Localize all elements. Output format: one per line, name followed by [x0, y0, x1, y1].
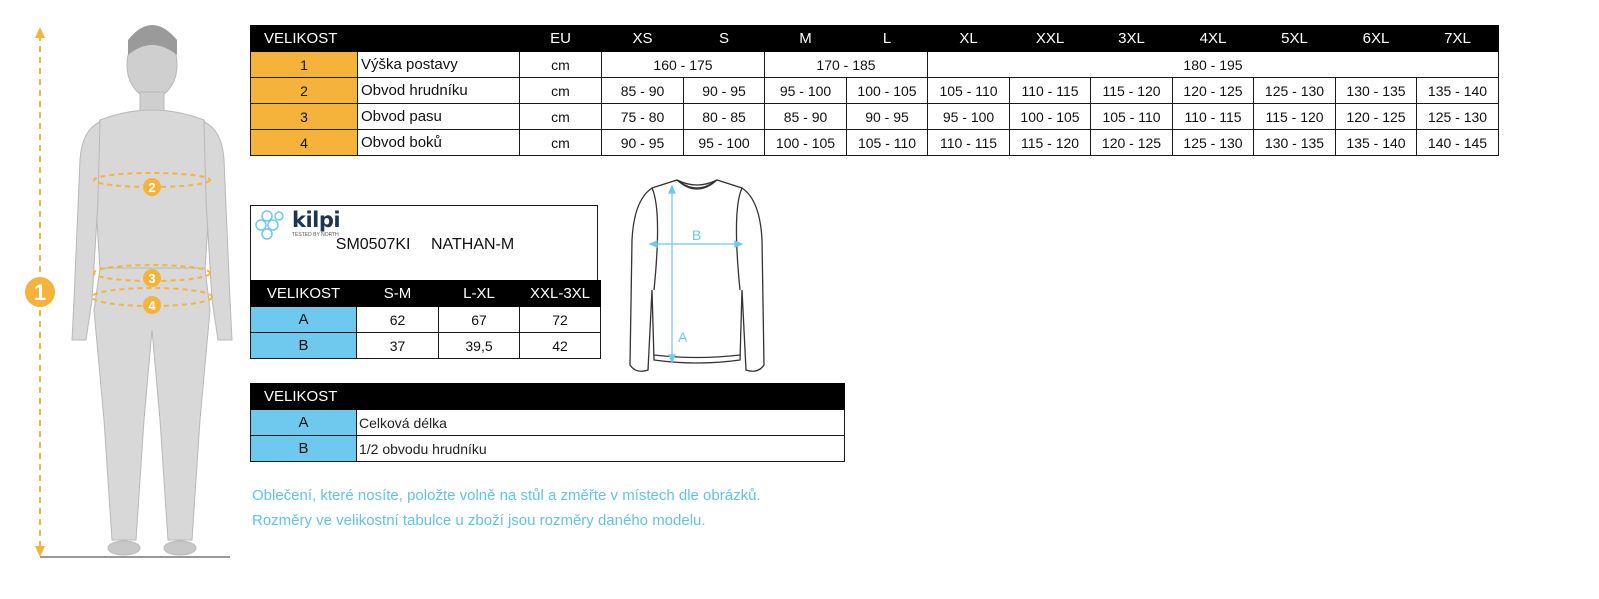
marker-1: 1	[33, 280, 47, 305]
size-header-4xl: 4XL	[1173, 26, 1254, 52]
size-row-number: 1	[251, 52, 358, 78]
size-cell: 120 - 125	[1091, 130, 1173, 156]
size-cell: 95 - 100	[765, 78, 847, 104]
size-cell: 85 - 90	[765, 104, 847, 130]
size-cell: 120 - 125	[1173, 78, 1254, 104]
product-code: SM0507KI	[335, 236, 411, 253]
spec-cell: 72	[520, 307, 601, 333]
size-row-unit: cm	[520, 78, 602, 104]
size-cell: 130 - 135	[1336, 78, 1417, 104]
size-cell: 100 - 105	[847, 78, 928, 104]
spec-header-lxl: L-XL	[439, 281, 520, 307]
size-row-label: Obvod pasu	[358, 104, 520, 130]
size-row-number: 3	[251, 104, 358, 130]
size-cell: 160 - 175	[602, 52, 765, 78]
size-row-unit: cm	[520, 130, 602, 156]
size-cell: 85 - 90	[602, 78, 684, 104]
spec-cell: 39,5	[439, 333, 520, 359]
size-cell: 120 - 125	[1336, 104, 1417, 130]
spec-row-label: A	[251, 307, 357, 333]
size-cell: 100 - 105	[765, 130, 847, 156]
legend-row-text: Celková délka	[357, 410, 845, 436]
product-box	[250, 205, 598, 281]
size-cell: 110 - 115	[928, 130, 1010, 156]
size-header-6xl: 6XL	[1336, 26, 1417, 52]
size-row-label: Obvod boků	[358, 130, 520, 156]
size-cell: 95 - 100	[928, 104, 1010, 130]
spec-header-sm: S-M	[357, 281, 439, 307]
size-cell: 100 - 105	[1010, 104, 1091, 130]
size-row-number: 2	[251, 78, 358, 104]
size-cell: 110 - 115	[1173, 104, 1254, 130]
size-cell: 105 - 110	[1091, 104, 1173, 130]
size-header-xs: XS	[602, 26, 684, 52]
size-cell: 125 - 130	[1173, 130, 1254, 156]
spec-header-velikost: VELIKOST	[251, 281, 357, 307]
size-note: Rozměry ve velikostní tabulce u zboží jsou rozměry daného modelu.	[252, 512, 706, 529]
size-table-header-label: VELIKOST	[251, 26, 520, 52]
size-row-label: Výška postavy	[358, 52, 520, 78]
size-cell: 90 - 95	[684, 78, 765, 104]
spec-header-xxl3xl: XXL-3XL	[520, 281, 601, 307]
size-row-unit: cm	[520, 104, 602, 130]
legend-row-label: B	[251, 436, 357, 462]
spec-row-b	[251, 333, 601, 359]
size-cell: 135 - 140	[1417, 78, 1499, 104]
size-cell: 115 - 120	[1091, 78, 1173, 104]
size-cell: 115 - 120	[1010, 130, 1091, 156]
size-cell: 90 - 95	[847, 104, 928, 130]
size-row	[251, 78, 1499, 104]
size-cell: 125 - 130	[1417, 104, 1499, 130]
size-cell: 130 - 135	[1254, 130, 1336, 156]
size-cell: 80 - 85	[684, 104, 765, 130]
measuring-note: Oblečení, které nosíte, položte volně na stůl a změřte v místech dle obrázků.	[252, 487, 761, 504]
size-row-number: 4	[251, 130, 358, 156]
size-header-l: L	[847, 26, 928, 52]
size-cell: 105 - 110	[928, 78, 1010, 104]
legend-header-spacer	[357, 384, 845, 410]
legend-row-label: A	[251, 410, 357, 436]
size-header-xxl: XXL	[1010, 26, 1091, 52]
spec-table	[250, 280, 601, 359]
spec-row-a	[251, 307, 601, 333]
size-header-3xl: 3XL	[1091, 26, 1173, 52]
size-row	[251, 52, 1499, 78]
marker-3: 3	[148, 271, 156, 286]
size-header-5xl: 5XL	[1254, 26, 1336, 52]
size-header-7xl: 7XL	[1417, 26, 1499, 52]
brand-name: kilpi	[292, 208, 341, 232]
spec-row-label: B	[251, 333, 357, 359]
shirt-label-a: A	[678, 329, 688, 345]
product-name: NATHAN-M	[430, 236, 515, 253]
size-header-xl: XL	[928, 26, 1010, 52]
brand-tagline: TESTED BY NORTH	[292, 232, 339, 238]
size-header-m: M	[765, 26, 847, 52]
mannequin-figure	[0, 0, 250, 599]
size-cell: 75 - 80	[602, 104, 684, 130]
size-cell: 90 - 95	[602, 130, 684, 156]
size-row	[251, 104, 1499, 130]
size-cell: 180 - 195	[928, 52, 1499, 78]
spec-cell: 42	[520, 333, 601, 359]
legend-row-text: 1/2 obvodu hrudníku	[357, 436, 845, 462]
legend-row-b	[251, 436, 845, 462]
spec-cell: 62	[357, 307, 439, 333]
size-cell: 95 - 100	[684, 130, 765, 156]
size-table-header-unit: EU	[520, 26, 602, 52]
size-row-label: Obvod hrudníku	[358, 78, 520, 104]
size-cell: 170 - 185	[765, 52, 928, 78]
size-row	[251, 130, 1499, 156]
size-cell: 115 - 120	[1254, 104, 1336, 130]
product-title	[251, 236, 599, 254]
marker-2: 2	[148, 180, 156, 195]
legend-row-a	[251, 410, 845, 436]
spec-cell: 37	[357, 333, 439, 359]
size-cell: 140 - 145	[1417, 130, 1499, 156]
size-table	[250, 25, 1499, 156]
size-cell: 110 - 115	[1010, 78, 1091, 104]
size-header-s: S	[684, 26, 765, 52]
shirt-illustration	[622, 170, 772, 380]
size-cell: 105 - 110	[847, 130, 928, 156]
legend-table	[250, 383, 845, 462]
size-cell: 135 - 140	[1336, 130, 1417, 156]
spec-cell: 67	[439, 307, 520, 333]
legend-header: VELIKOST	[251, 384, 357, 410]
size-cell: 125 - 130	[1254, 78, 1336, 104]
shirt-label-b: B	[692, 227, 702, 243]
size-row-unit: cm	[520, 52, 602, 78]
marker-4: 4	[148, 298, 156, 313]
